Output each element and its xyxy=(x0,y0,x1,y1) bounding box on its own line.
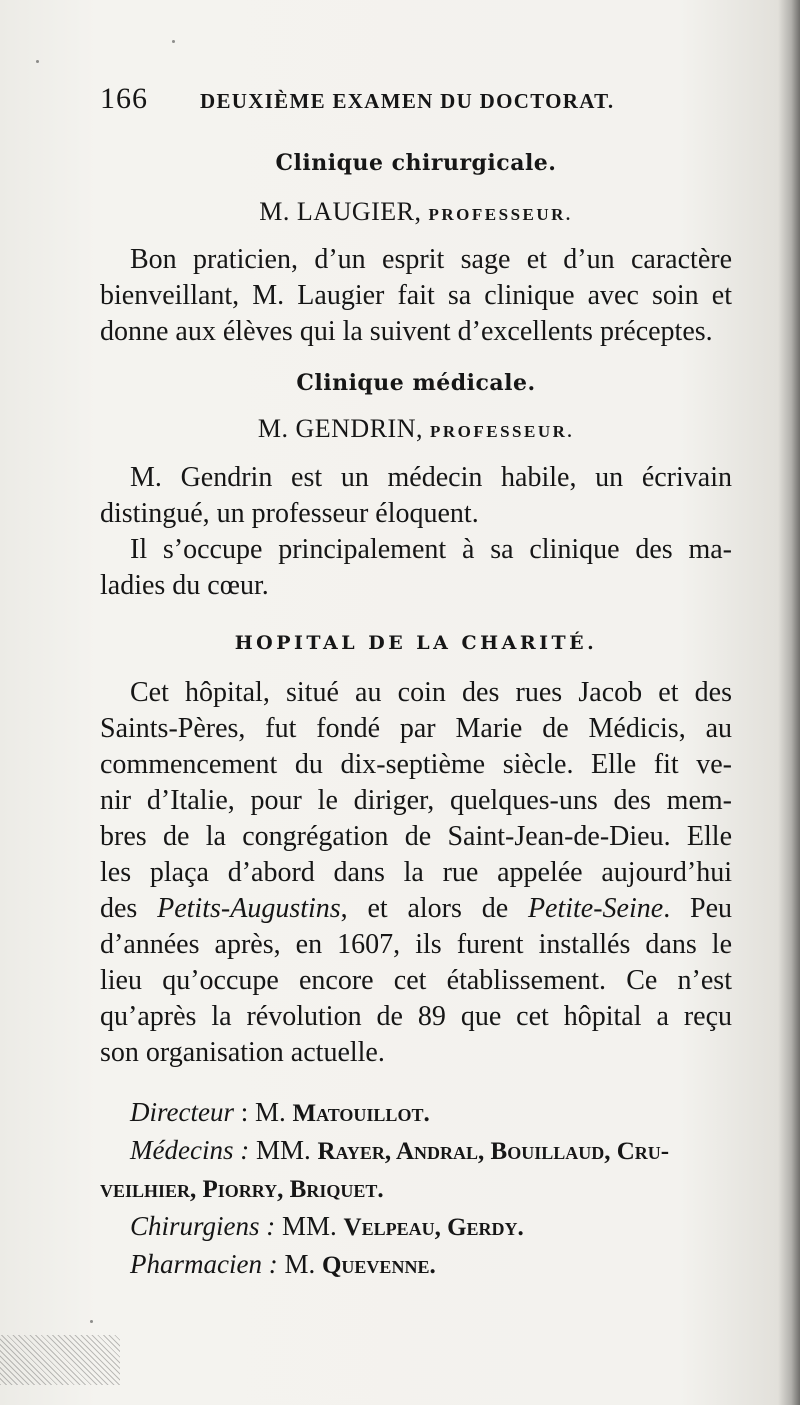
text-line: commencement du dix-septième siècle. Elle fit ve- xyxy=(100,749,732,780)
section-heading-clinique-chirurgicale: Clinique chirurgicale. xyxy=(275,150,557,176)
page-gutter-shadow xyxy=(778,0,800,1405)
staff-prefix: : M. xyxy=(233,1097,293,1127)
library-stamp-mark xyxy=(0,1335,120,1385)
professor-title: PROFESSEUR. xyxy=(428,205,573,224)
section-heading-clinique-medicale: Clinique médicale. xyxy=(296,370,536,396)
text-line: ladies du cœur. xyxy=(100,570,269,601)
staff-names: Velpeau, Gerdy. xyxy=(343,1214,524,1241)
text-line: M. Gendrin est un médecin habile, un écrivain xyxy=(130,462,732,493)
professor-name: M. LAUGIER, xyxy=(259,197,422,226)
text-line: d’années après, en 1607, ils furent installés dans le xyxy=(100,929,732,960)
section-heading-hopital-charite: HOPITAL DE LA CHARITÉ. xyxy=(234,632,598,654)
text-run: des xyxy=(100,893,158,924)
staff-medecins xyxy=(100,1132,732,1170)
staff-role: Médecins : xyxy=(130,1135,250,1165)
staff-prefix: MM. xyxy=(275,1211,344,1241)
staff-pharmacien xyxy=(100,1246,732,1284)
paper-speck xyxy=(172,40,175,43)
staff-role: Pharmacien : xyxy=(130,1249,278,1279)
text-line: distingué, un professeur éloquent. xyxy=(100,498,479,529)
staff-chirurgiens xyxy=(100,1208,732,1246)
text-line: lieu qu’occupe encore cet établissement. Ce n’est xyxy=(100,965,732,996)
paper-speck xyxy=(36,60,39,63)
text-line: les plaça d’abord dans la rue appelée aujourd’hui xyxy=(100,857,732,888)
staff-medecins-continued xyxy=(100,1170,732,1208)
staff-names: veilhier, Piorry, Briquet. xyxy=(100,1176,384,1203)
professor-name: M. GENDRIN, xyxy=(257,414,423,443)
text-line: nir d’Italie, pour le diriger, quelques-uns des mem- xyxy=(100,785,732,816)
text-line: qu’après la révolution de 89 que cet hôpital a reçu xyxy=(100,1001,732,1032)
text-line: Bon praticien, d’un esprit sage et d’un caractère xyxy=(130,244,732,275)
staff-role: Chirurgiens : xyxy=(130,1211,276,1241)
text-line-with-italics xyxy=(100,891,732,927)
text-line: bres de la congrégation de Saint-Jean-de-Dieu. Elle xyxy=(100,821,732,852)
staff-names: Quevenne. xyxy=(321,1252,436,1279)
text-line: donne aux élèves qui la suivent d’excellents préceptes. xyxy=(100,316,713,347)
text-line: son organisation actuelle. xyxy=(100,1037,385,1068)
text-line: Il s’occupe principalement à sa clinique des ma- xyxy=(130,534,732,565)
paper-speck xyxy=(90,1320,93,1323)
professor-title: PROFESSEUR. xyxy=(429,422,575,441)
paragraph-gendrin xyxy=(100,460,732,604)
text-line: Cet hôpital, situé au coin des rues Jacob et des xyxy=(130,677,732,708)
italic-place-name: Petite-Seine xyxy=(527,893,664,924)
professor-laugier-line xyxy=(100,197,732,227)
text-line: bienveillant, M. Laugier fait sa clinique avec soin et xyxy=(100,280,732,311)
staff-names: Rayer, Andral, Bouillaud, Cru- xyxy=(317,1138,670,1165)
italic-place-name: Petits-Augustins xyxy=(157,893,341,924)
page-number: 166 xyxy=(100,82,148,115)
running-head: DEUXIÈME EXAMEN DU DOCTORAT. xyxy=(200,89,615,113)
staff-prefix: MM. xyxy=(249,1135,318,1165)
professor-gendrin-line xyxy=(100,414,732,444)
staff-role: Directeur xyxy=(130,1097,234,1127)
staff-names: Matouillot. xyxy=(292,1100,430,1127)
page-header xyxy=(100,82,732,122)
text-run: . Peu xyxy=(663,893,733,924)
staff-directeur xyxy=(100,1094,732,1132)
paragraph-laugier xyxy=(100,242,732,350)
text-run: , et alors de xyxy=(340,893,528,924)
staff-prefix: M. xyxy=(277,1249,322,1279)
text-line: Saints-Pères, fut fondé par Marie de Médicis, au xyxy=(100,713,732,744)
staff-list xyxy=(100,1094,732,1284)
paragraph-hopital xyxy=(100,675,732,1071)
